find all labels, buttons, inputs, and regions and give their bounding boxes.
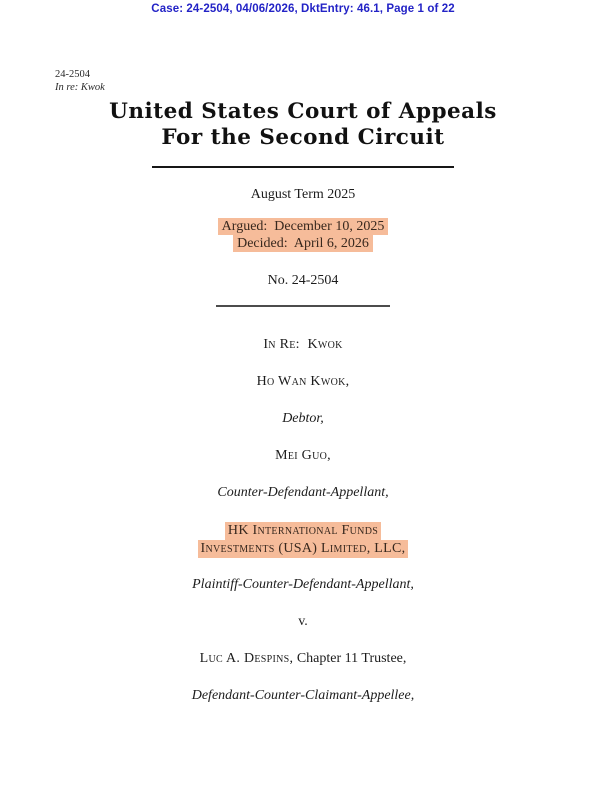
appellant2-name-line1-highlighted: HK International Funds: [225, 522, 381, 540]
caption-appellee-title: Chapter 11 Trustee,: [293, 651, 407, 666]
pacer-docket-header: Case: 24-2504, 04/06/2026, DktEntry: 46.1, Page 1 of 22: [151, 3, 455, 15]
caption-appellee-name: Luc A. Despins,: [199, 651, 294, 666]
argued-date-highlighted: Argued: December 10, 2025: [218, 218, 389, 235]
term-label: August Term 2025: [250, 187, 356, 202]
corner-case-name: In re: Kwok: [55, 82, 105, 93]
caption-appellant1-name: Mei Guo,: [275, 448, 331, 463]
caption-appellant2-role: Plaintiff-Counter-Defendant-Appellant,: [192, 577, 414, 592]
court-title: [0, 99, 606, 151]
case-caption: [0, 337, 606, 703]
caption-appellant2-name-highlighted: [0, 522, 606, 558]
caption-appellant1-role: Counter-Defendant-Appellant,: [217, 485, 389, 500]
decided-date-highlighted: Decided: April 6, 2026: [233, 235, 373, 252]
caption-debtor-role: Debtor,: [282, 411, 324, 426]
court-title-line1: United States Court of Appeals: [109, 99, 497, 124]
corner-docket-number: 24-2504: [55, 69, 90, 80]
caption-appellee-line: [0, 651, 606, 666]
appellant2-name-line2-highlighted: Investments (USA) Limited, LLC,: [198, 540, 409, 558]
caption-in-re: In Re: Kwok: [263, 337, 343, 352]
caption-divider-rule: [216, 305, 390, 307]
caption-appellee-role: Defendant-Counter-Claimant-Appellee,: [191, 688, 415, 703]
docket-number-label: No. 24-2504: [267, 273, 339, 288]
page-corner-stamp: [55, 68, 105, 94]
argued-decided-block: [0, 218, 606, 252]
caption-debtor-name: Ho Wan Kwok,: [256, 374, 350, 389]
court-title-line2: For the Second Circuit: [161, 125, 445, 150]
caption-versus: v.: [298, 614, 308, 629]
title-divider-rule: [152, 166, 454, 168]
